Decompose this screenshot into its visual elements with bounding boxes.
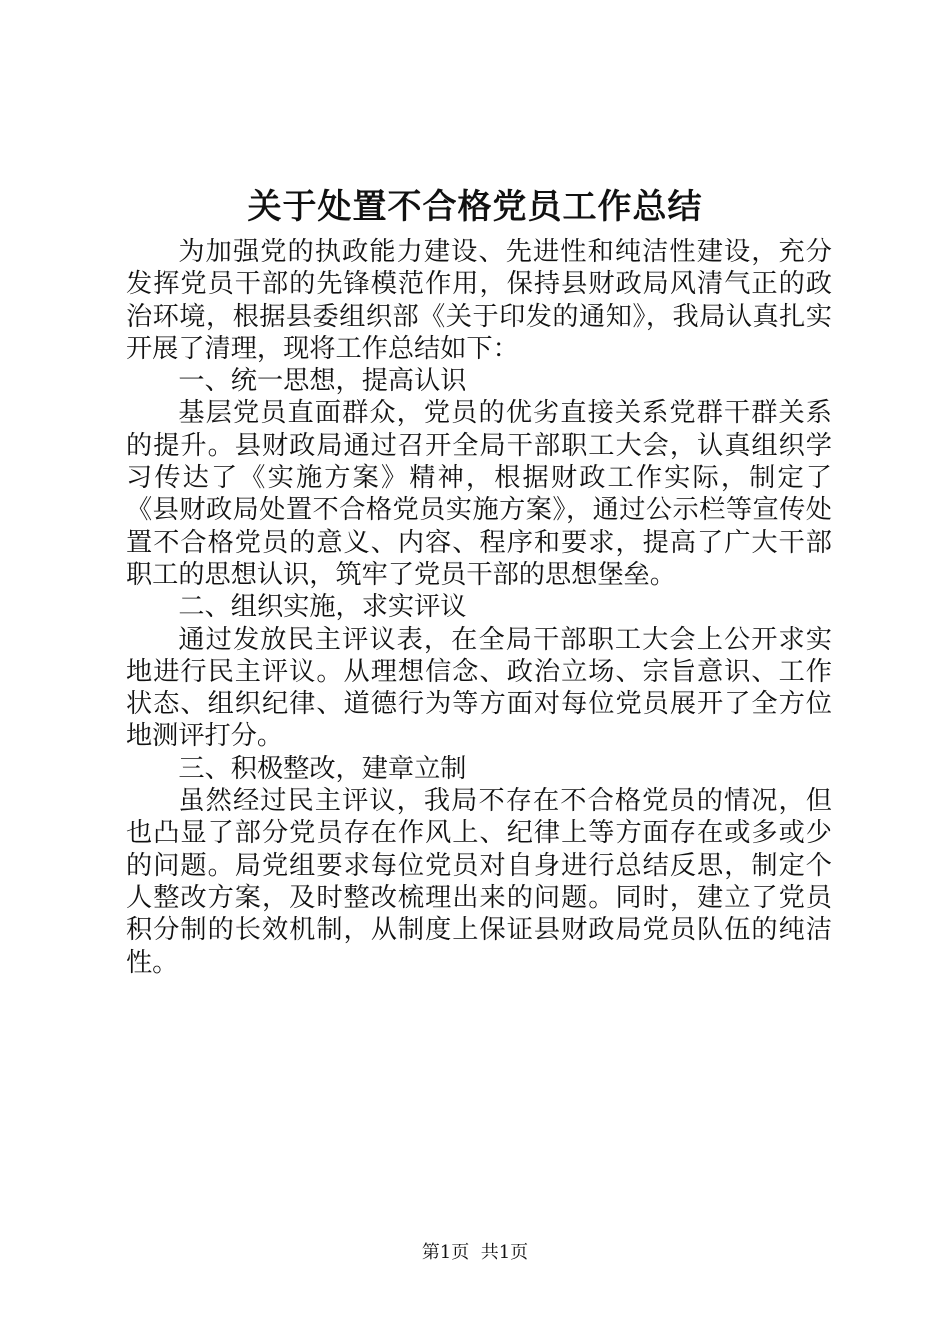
section-heading-1: 一、统一思想，提高认识 [178, 366, 467, 397]
document-title: 关于处置不合格党员工作总结 [247, 187, 703, 227]
page-footer [0, 1241, 950, 1265]
section-paragraph-3: 虽然经过民主评议，我局不存在不合格党员的情况，但也凸显了部分党员存在作风上、纪律上等方面存在或多或少的问题。局党组要求每位党员对自身进行总结反思，制定个人整改方案，及时整改梳理出来的问题。同时，建立了党员积分制的长效机制，从制度上保证县财政局党员队伍的纯洁性。 [126, 786, 832, 978]
section-paragraph-1: 基层党员直面群众，党员的优劣直接关系党群干群关系的提升。县财政局通过召开全局干部职工大会，认真组织学习传达了《实施方案》精神，根据财政工作实际，制定了《县财政局处置不合格党员实施方案》，通过公示栏等宣传处置不合格党员的意义、内容、程序和要求，提高了广大干部职工的思想认识，筑牢了党员干部的思想堡垒。 [126, 398, 832, 590]
page-number: 第1页 共1页 [421, 1242, 529, 1263]
section-heading-3: 三、积极整改，建章立制 [178, 753, 467, 784]
document-body [126, 236, 832, 979]
section-heading-2: 二、组织实施，求实评议 [178, 592, 467, 623]
section-paragraph-2: 通过发放民主评议表，在全局干部职工大会上公开求实地进行民主评议。从理想信念、政治立场、宗旨意识、工作状态、组织纪律、道德行为等方面对每位党员展开了全方位地测评打分。 [126, 624, 832, 752]
intro-paragraph: 为加强党的执政能力建设、先进性和纯洁性建设，充分发挥党员干部的先锋模范作用，保持县财政局风清气正的政治环境，根据县委组织部《关于印发的通知》，我局认真扎实开展了清理，现将工作总结如下： [126, 237, 832, 364]
